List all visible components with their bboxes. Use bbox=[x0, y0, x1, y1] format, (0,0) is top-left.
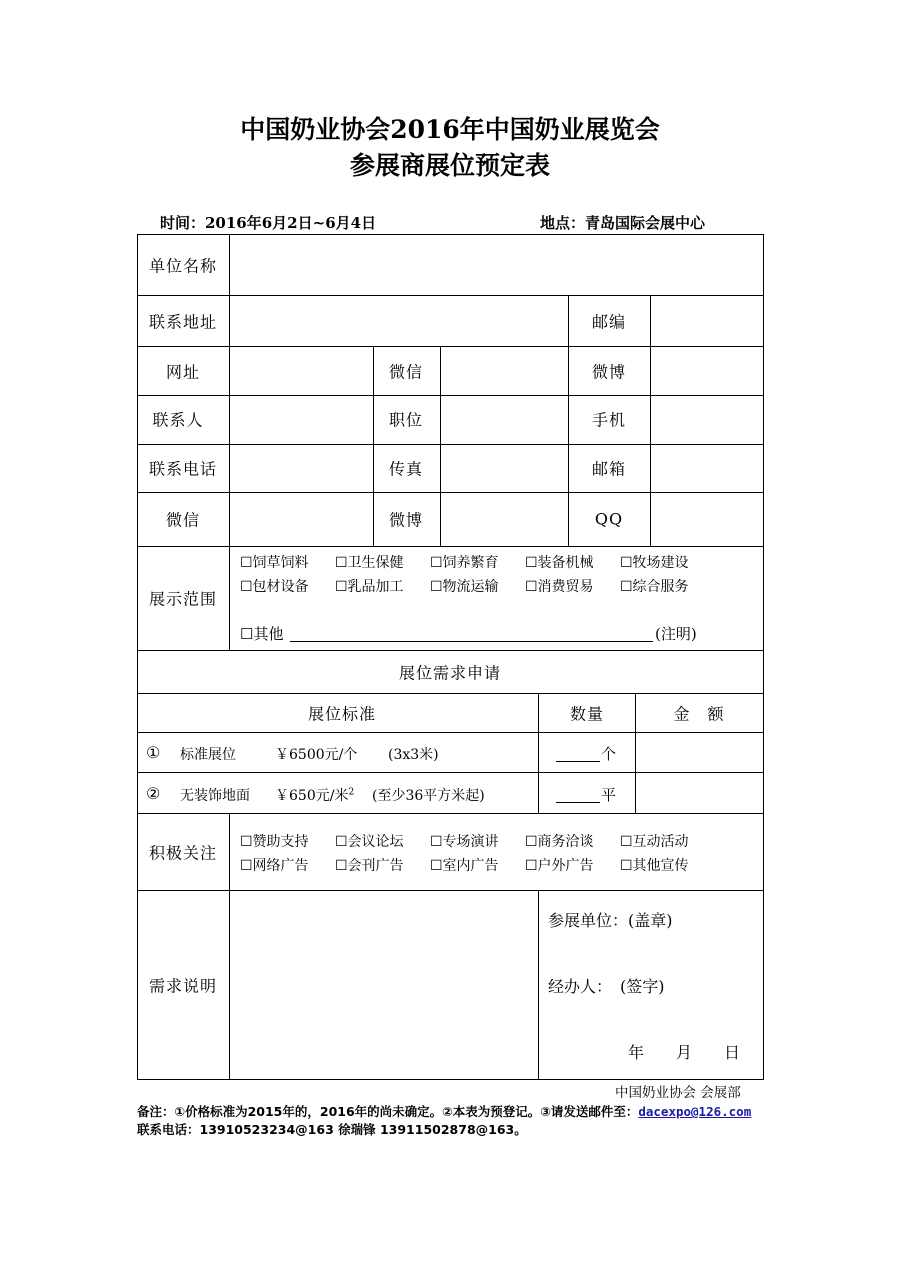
amount-header: 金 额 bbox=[673, 704, 725, 724]
booth-section-title: 展位需求申请 bbox=[398, 663, 502, 683]
wechat-field[interactable] bbox=[442, 348, 567, 394]
booth-row1-unit: 个 bbox=[601, 745, 617, 763]
address-field[interactable] bbox=[231, 297, 567, 345]
scope-checkbox-feed[interactable]: ☐饲草饲料 bbox=[240, 555, 309, 571]
weibo-label: 微博 bbox=[591, 362, 627, 382]
website-label: 网址 bbox=[165, 362, 201, 382]
focus-checkbox-indoor-ad[interactable]: ☐室内广告 bbox=[430, 858, 499, 874]
focus-checkbox-forum[interactable]: ☐会议论坛 bbox=[335, 834, 404, 850]
event-place: 地点：青岛国际会展中心 bbox=[540, 214, 706, 232]
mobile-label: 手机 bbox=[591, 410, 627, 430]
booth-row1-name: 标准展位 bbox=[180, 747, 236, 763]
event-time: 时间：2016年6月2日~6月4日 bbox=[160, 214, 377, 232]
footer-contact: 联系电话：13910523234@163 徐瑞锋 13911502878@163。 bbox=[137, 1122, 527, 1137]
scope-checkbox-health[interactable]: ☐卫生保健 bbox=[335, 555, 404, 571]
booth-row2-minimum: (至少36平方米起) bbox=[372, 788, 485, 804]
booth-row2-price-exponent: 2 bbox=[348, 787, 355, 798]
booth-row1-price: ￥6500元/个 bbox=[275, 747, 358, 763]
postcode-field[interactable] bbox=[652, 297, 762, 345]
focus-checkbox-catalog-ad[interactable]: ☐会刊广告 bbox=[335, 858, 404, 874]
organizer-department: 中国奶业协会 会展部 bbox=[615, 1085, 741, 1101]
booth-row1-number: ① bbox=[146, 743, 161, 762]
form-title: 中国奶业协会2016年中国奶业展览会 bbox=[240, 115, 660, 144]
scope-checkbox-trade[interactable]: ☐消费贸易 bbox=[525, 579, 594, 595]
weibo2-label: 微博 bbox=[388, 510, 424, 530]
booth-row1-amount[interactable] bbox=[637, 734, 762, 771]
scope-checkbox-machinery[interactable]: ☐装备机械 bbox=[525, 555, 594, 571]
company-name-label: 单位名称 bbox=[148, 256, 218, 276]
email-label: 邮箱 bbox=[591, 459, 627, 479]
mobile-field[interactable] bbox=[652, 397, 762, 443]
footer-note-text: 备注：①价格标准为2015年的，2016年的尚未确定。②本表为预登记。③请发送邮件至： bbox=[137, 1104, 639, 1119]
wechat2-label: 微信 bbox=[165, 510, 201, 530]
sign-date: 年 月 日 bbox=[628, 1043, 741, 1062]
fax-label: 传真 bbox=[388, 459, 424, 479]
requirements-field[interactable] bbox=[231, 892, 537, 1078]
focus-checkbox-sponsorship[interactable]: ☐赞助支持 bbox=[240, 834, 309, 850]
booth-row2-unit: 平 bbox=[601, 786, 617, 804]
exhibitor-seal-label: 参展单位：(盖章) bbox=[548, 911, 673, 930]
handler-signature-label: 经办人： (签字) bbox=[548, 977, 665, 996]
wechat2-field[interactable] bbox=[231, 494, 372, 545]
footer-note bbox=[137, 1102, 751, 1120]
scope-other-note: (注明) bbox=[655, 625, 697, 643]
scope-checkbox-packaging[interactable]: ☐包材设备 bbox=[240, 579, 309, 595]
position-label: 职位 bbox=[388, 410, 424, 430]
contact-email-link[interactable]: dacexpo@126.com bbox=[638, 1104, 752, 1119]
scope-checkbox-breeding[interactable]: ☐饲养繁育 bbox=[430, 555, 499, 571]
booth-row1-quantity-input[interactable] bbox=[556, 745, 600, 762]
scope-checkbox-logistics[interactable]: ☐物流运输 bbox=[430, 579, 499, 595]
address-label: 联系地址 bbox=[148, 312, 218, 332]
focus-checkbox-interactive[interactable]: ☐互动活动 bbox=[620, 834, 689, 850]
booth-row1-size: (3x3米) bbox=[388, 747, 439, 763]
form-subtitle: 参展商展位预定表 bbox=[349, 151, 550, 180]
booth-row2-price bbox=[275, 785, 354, 805]
contact-person-field[interactable] bbox=[231, 397, 372, 443]
booth-row2-quantity-input[interactable] bbox=[556, 786, 600, 803]
scope-checkbox-services[interactable]: ☐综合服务 bbox=[620, 579, 689, 595]
contact-person-label: 联系人 bbox=[152, 410, 204, 430]
qq-field[interactable] bbox=[652, 494, 762, 545]
qq-label: QQ bbox=[594, 509, 624, 529]
booth-row2-amount[interactable] bbox=[637, 774, 762, 812]
booth-row2-number: ② bbox=[146, 784, 161, 803]
booth-row2-price-text: ￥650元/米 bbox=[275, 788, 349, 804]
scope-checkbox-dairy-processing[interactable]: ☐乳品加工 bbox=[335, 579, 404, 595]
scope-checkbox-ranch[interactable]: ☐牧场建设 bbox=[620, 555, 689, 571]
requirements-label: 需求说明 bbox=[148, 976, 218, 996]
position-field[interactable] bbox=[442, 397, 567, 443]
postcode-label: 邮编 bbox=[591, 312, 627, 332]
email-field[interactable] bbox=[652, 446, 762, 491]
company-name-field[interactable] bbox=[231, 236, 762, 294]
focus-checkbox-online-ad[interactable]: ☐网络广告 bbox=[240, 858, 309, 874]
weibo-field[interactable] bbox=[652, 348, 762, 394]
booth-row2-name: 无装饰地面 bbox=[180, 788, 250, 804]
scope-other-input[interactable] bbox=[290, 624, 653, 642]
focus-checkbox-speech[interactable]: ☐专场演讲 bbox=[430, 834, 499, 850]
fax-field[interactable] bbox=[442, 446, 567, 491]
weibo2-field[interactable] bbox=[442, 494, 567, 545]
focus-label: 积极关注 bbox=[148, 843, 218, 863]
focus-checkbox-outdoor-ad[interactable]: ☐户外广告 bbox=[525, 858, 594, 874]
booth-standard-header: 展位标准 bbox=[307, 704, 377, 724]
scope-label: 展示范围 bbox=[148, 589, 218, 609]
wechat-label: 微信 bbox=[388, 362, 424, 382]
focus-checkbox-business[interactable]: ☐商务洽谈 bbox=[525, 834, 594, 850]
quantity-header: 数量 bbox=[569, 704, 605, 724]
phone-field[interactable] bbox=[231, 446, 372, 491]
website-field[interactable] bbox=[231, 348, 372, 394]
scope-checkbox-other[interactable]: ☐其他 bbox=[240, 625, 284, 643]
focus-checkbox-other-promo[interactable]: ☐其他宣传 bbox=[620, 858, 689, 874]
phone-label: 联系电话 bbox=[148, 459, 218, 479]
